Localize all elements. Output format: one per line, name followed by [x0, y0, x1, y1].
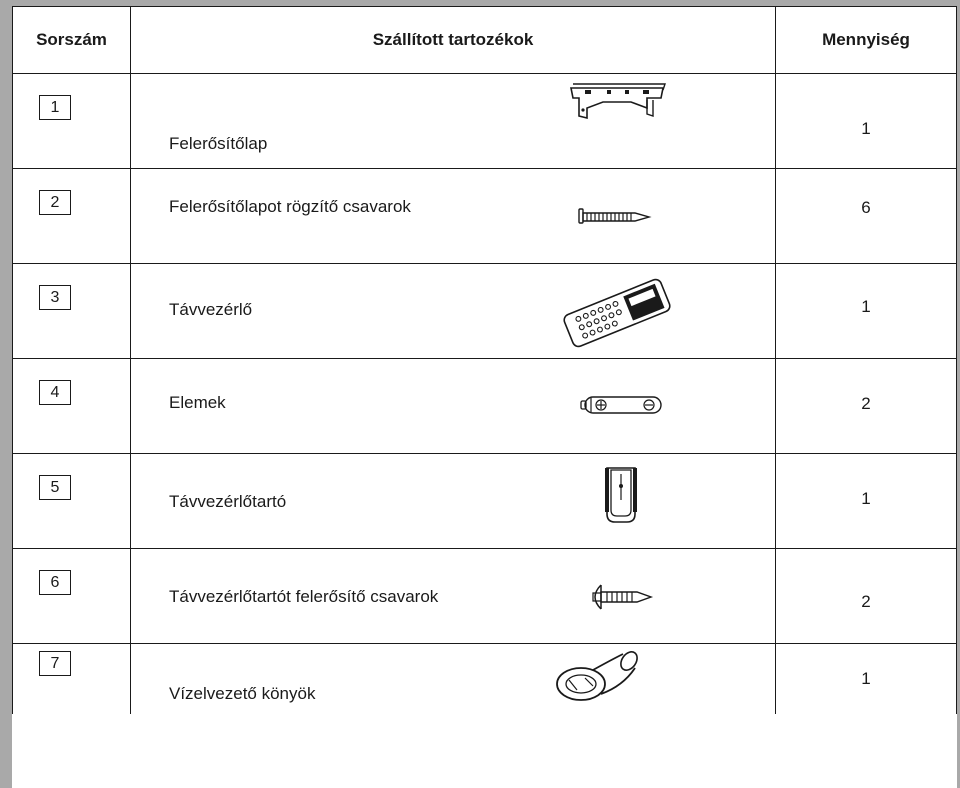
- quantity-cell: [776, 454, 957, 549]
- row-number: 2: [39, 190, 71, 215]
- quantity-cell: [776, 549, 957, 644]
- item-cell: [131, 644, 776, 715]
- item-cell: [131, 264, 776, 359]
- quantity-value: 1: [861, 489, 871, 508]
- item-name: Felerősítőlapot rögzítő csavarok: [169, 197, 411, 216]
- quantity-value: 2: [861, 394, 871, 413]
- accessories-table: [12, 6, 957, 714]
- quantity-value: 1: [861, 297, 871, 316]
- table-row: [13, 454, 957, 549]
- quantity-cell: [776, 74, 957, 169]
- quantity-value: 1: [861, 119, 871, 138]
- row-number-cell: [13, 549, 131, 644]
- quantity-value: 6: [861, 198, 871, 217]
- row-number: 6: [39, 570, 71, 595]
- item-cell: [131, 359, 776, 454]
- row-number-cell: [13, 359, 131, 454]
- header-quantity: Mennyiség: [776, 7, 957, 74]
- item-name: Távvezérlőtartót felerősítő csavarok: [169, 587, 439, 606]
- table-row: [13, 359, 957, 454]
- header-accessories: Szállított tartozékok: [131, 7, 776, 74]
- table-row: [13, 549, 957, 644]
- quantity-cell: [776, 644, 957, 715]
- quantity-cell: [776, 359, 957, 454]
- row-number-cell: [13, 454, 131, 549]
- header-number: Sorszám: [13, 7, 131, 74]
- table-row: [13, 169, 957, 264]
- remote-holder-icon: [603, 464, 639, 526]
- row-number: 3: [39, 285, 71, 310]
- mounting-plate-icon: [567, 80, 667, 130]
- holder-screw-icon: [587, 583, 657, 611]
- table-row: [13, 644, 957, 715]
- quantity-cell: [776, 169, 957, 264]
- item-name: Távvezérlőtartó: [169, 492, 287, 511]
- item-cell: [131, 549, 776, 644]
- item-name: Elemek: [169, 393, 226, 412]
- row-number-cell: [13, 264, 131, 359]
- left-border: [0, 0, 12, 788]
- row-number-cell: [13, 169, 131, 264]
- row-number: 4: [39, 380, 71, 405]
- battery-icon: [579, 393, 665, 417]
- item-name: Felerősítőlap: [169, 134, 268, 153]
- table-row: [13, 264, 957, 359]
- quantity-value: 1: [861, 669, 871, 688]
- table-row: [13, 74, 957, 169]
- quantity-value: 2: [861, 592, 871, 611]
- row-number-cell: [13, 74, 131, 169]
- header-row: [13, 7, 957, 74]
- item-cell: [131, 169, 776, 264]
- row-number-cell: [13, 644, 131, 715]
- quantity-cell: [776, 264, 957, 359]
- item-cell: [131, 454, 776, 549]
- row-number: 1: [39, 95, 71, 120]
- item-name: Vízelvezető könyök: [169, 684, 316, 703]
- item-name: Távvezérlő: [169, 300, 253, 319]
- drain-elbow-icon: [553, 650, 653, 712]
- screw-icon: [577, 207, 657, 227]
- row-number: 5: [39, 475, 71, 500]
- row-number: 7: [39, 651, 71, 676]
- remote-control-icon: [559, 270, 675, 356]
- item-cell: [131, 74, 776, 169]
